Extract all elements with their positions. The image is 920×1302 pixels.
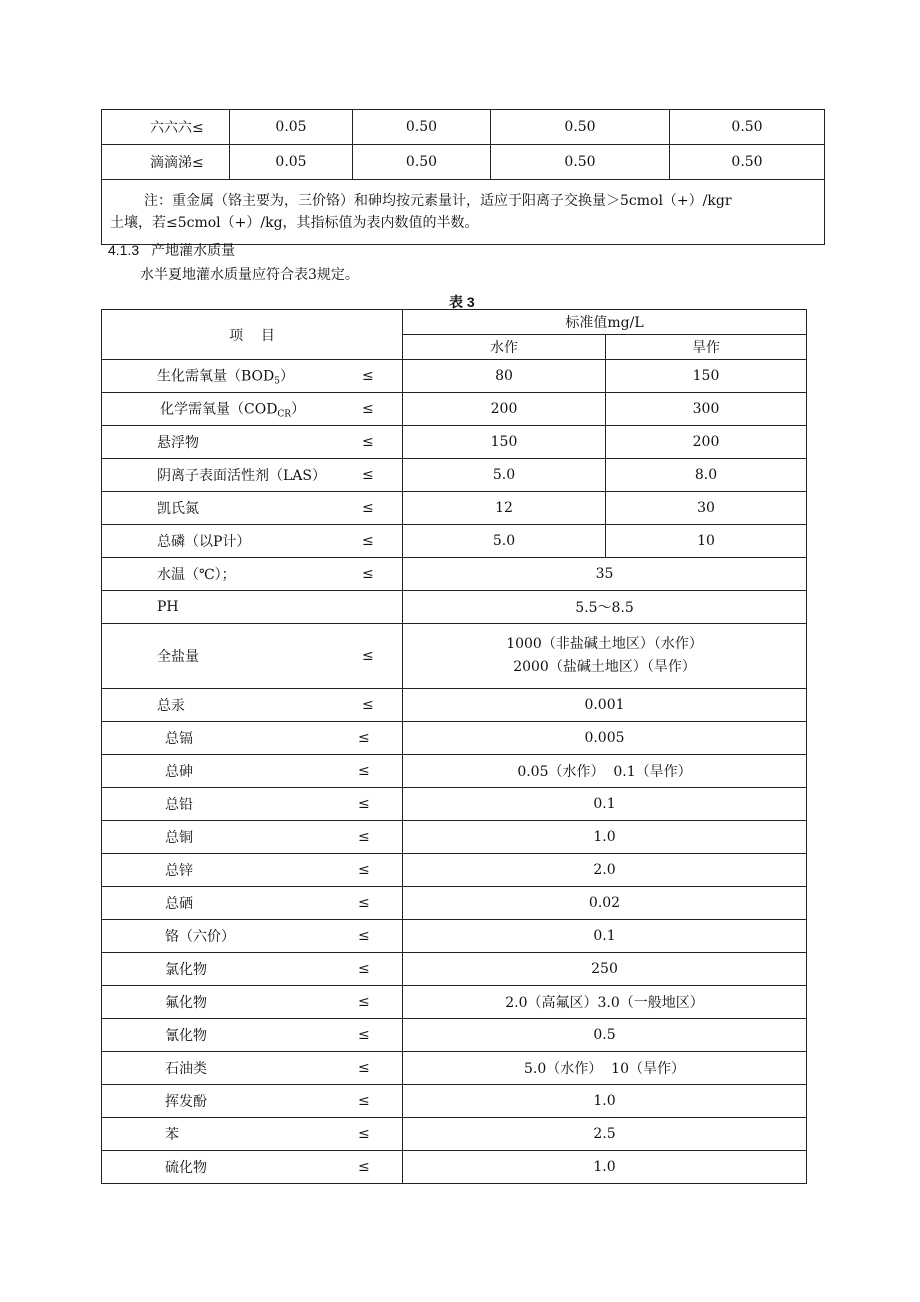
item-cell [102,689,403,722]
item-cell [102,1085,403,1118]
cell-value: 0.02 [403,887,807,920]
item-name: 硫化物 [165,1160,207,1176]
cell-value: 0.50 [353,145,491,180]
item-cell [102,426,403,459]
cell-value: 0.50 [670,145,825,180]
cell-value: 0.005 [403,722,807,755]
item-sign: ≤ [358,730,370,746]
item-name: 氟化物 [165,995,207,1011]
item-name: 总铅 [165,797,193,813]
item-cell [102,525,403,558]
item-name: 总锌 [165,863,193,879]
section-heading [108,240,235,260]
table-row [102,887,807,920]
salt-line-1: 1000（非盐碱土地区）（水作） [506,636,703,652]
item-sign: ≤ [362,566,374,582]
cell-value: 0.001 [403,689,807,722]
item-name: 全盐量 [157,649,199,665]
item-cell [102,854,403,887]
cell-value: 5.0（水作） 10（旱作） [403,1052,807,1085]
cell-value: 1.0 [403,1151,807,1184]
cell-water: 200 [403,393,606,426]
cell-value: 35 [403,558,807,591]
item-sign: ≤ [362,648,374,664]
table-row [102,393,807,426]
item-name: 水温（℃）； [157,567,236,583]
item-cell [102,821,403,854]
item-name: 铬（六价） [165,929,235,945]
cell-value: 0.50 [491,145,670,180]
cell-value: 0.05 [230,110,353,145]
item-sign: ≤ [358,862,370,878]
table-row [102,624,807,689]
cell-value: 0.50 [670,110,825,145]
item-sign: ≤ [358,1126,370,1142]
cell-dry: 8.0 [606,459,807,492]
item-name: 总镉 [165,731,193,747]
item-name: 总硒 [165,896,193,912]
table-row [102,1085,807,1118]
cell-value: 5.5～8.5 [403,591,807,624]
item-name: 苯 [165,1127,179,1143]
item-sign: ≤ [358,1027,370,1043]
item-name: 阴离子表面活性剂（LAS） [157,468,326,484]
table-row [102,110,825,145]
item-cell [102,459,403,492]
table-row [102,953,807,986]
table-row [102,689,807,722]
section-number: 4.1.3 [108,242,140,258]
header-water: 水作 [403,335,606,360]
table-row [102,459,807,492]
item-cell [102,986,403,1019]
item-cell [102,953,403,986]
table-row [102,986,807,1019]
item-name: 化学需氧量$(COD_{CR})$ [160,401,306,420]
note-line-1: 注：重金属（铬主要为，三价铬）和砷均按元素量计，适应于阳离子交换量＞5cmol（+）/kgr [144,193,732,209]
table-row [102,525,807,558]
item-sign: ≤ [358,829,370,845]
item-cell [102,558,403,591]
table-row [102,492,807,525]
cell-value: 0.05 [230,145,353,180]
item-name: 氯化物 [165,962,207,978]
item-cell [102,887,403,920]
item-cell [102,360,403,393]
item-sign: ≤ [358,1093,370,1109]
item-cell [102,1151,403,1184]
item-cell [102,722,403,755]
item-sign: ≤ [362,697,374,713]
cell-dry: 150 [606,360,807,393]
cell-water: 12 [403,492,606,525]
table-row [102,426,807,459]
item-sign: ≤ [358,895,370,911]
cell-value: 0.5 [403,1019,807,1052]
item-sign: ≤ [362,467,374,483]
cell-value: 0.50 [491,110,670,145]
item-sign: ≤ [358,1159,370,1175]
item-sign: ≤ [362,401,374,417]
item-name: PH [157,599,179,615]
item-sign: ≤ [362,533,374,549]
table-row [102,558,807,591]
item-sign: ≤ [358,928,370,944]
table-row [102,591,807,624]
item-cell [102,1118,403,1151]
item-name: 总磷（以P计） [157,534,251,550]
table-row [102,920,807,953]
item-name: 总汞 [157,698,185,714]
note-line-2: 土壤，若≤5cmol（+）/kg，其指标值为表内数值的半数。 [110,215,479,231]
cell-dry: 300 [606,393,807,426]
item-name: 石油类 [165,1061,207,1077]
cell-water: 5.0 [403,525,606,558]
item-name: 生化需氧量$(BOD_5)$ [157,368,294,387]
item-cell [102,591,403,624]
table-row [102,788,807,821]
item-name: 总砷 [165,764,193,780]
item-cell [102,1052,403,1085]
item-sign: ≤ [362,500,374,516]
cell-value: 250 [403,953,807,986]
table-row [102,821,807,854]
item-name: 挥发酚 [165,1094,207,1110]
cell-dry: 10 [606,525,807,558]
cell-value: 0.1 [403,920,807,953]
cell-value: 2.0（高氟区）3.0（一般地区） [403,986,807,1019]
item-name: 悬浮物 [157,435,199,451]
item-cell [102,920,403,953]
soil-limits-table-continued [101,109,825,245]
row-name: 滴滴涕≤ [102,145,230,180]
item-sign: ≤ [362,368,374,384]
section-title: 产地灌水质量 [151,243,236,259]
item-sign: ≤ [358,763,370,779]
item-cell [102,393,403,426]
table-row [102,722,807,755]
table-row [102,854,807,887]
item-sign: ≤ [362,434,374,450]
table-row [102,1019,807,1052]
item-sign: ≤ [358,796,370,812]
cell-value: 2.5 [403,1118,807,1151]
cell-value: 1.0 [403,821,807,854]
cell-value: 0.05（水作） 0.1（旱作） [403,755,807,788]
row-name: 六六六≤ [102,110,230,145]
table-note [102,180,825,245]
table-row [102,755,807,788]
item-name: 总铜 [165,830,193,846]
item-sign: ≤ [358,1060,370,1076]
table-row [102,1118,807,1151]
cell-dry: 200 [606,426,807,459]
cell-water: 5.0 [403,459,606,492]
header-dry: 旱作 [606,335,807,360]
irrigation-water-quality-table [101,309,807,1184]
header-item: 项 目 [102,310,403,360]
item-name: 凯氏氮 [157,501,199,517]
table-caption: 表 3 [449,294,475,310]
item-sign: ≤ [358,994,370,1010]
cell-value: 0.50 [353,110,491,145]
cell-value [403,624,807,689]
header-standard: 标准值mg/L [403,310,807,335]
item-cell [102,624,403,689]
item-cell [102,1019,403,1052]
table-note-row [102,180,825,245]
cell-value: 0.1 [403,788,807,821]
table-row [102,1151,807,1184]
item-name: 氰化物 [165,1028,207,1044]
cell-water: 80 [403,360,606,393]
table-row [102,145,825,180]
item-cell [102,755,403,788]
item-sign: ≤ [358,961,370,977]
table-row [102,360,807,393]
table-header-row [102,310,807,335]
cell-water: 150 [403,426,606,459]
salt-line-2: 2000（盐碱土地区）（旱作） [513,659,696,675]
item-cell [102,492,403,525]
item-cell [102,788,403,821]
cell-dry: 30 [606,492,807,525]
section-paragraph: 水半夏地灌水质量应符合表3规定。 [140,267,359,283]
cell-value: 2.0 [403,854,807,887]
cell-value: 1.0 [403,1085,807,1118]
table-row [102,1052,807,1085]
